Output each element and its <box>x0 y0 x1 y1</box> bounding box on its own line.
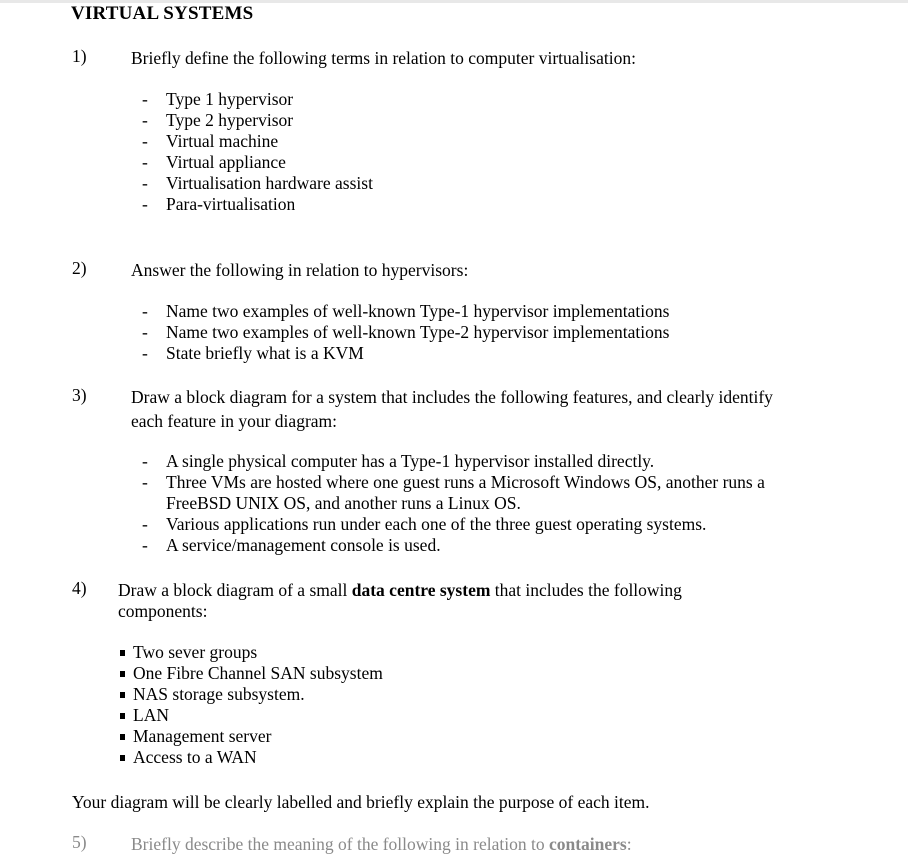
list-item <box>142 110 373 131</box>
list-item <box>142 514 765 535</box>
list-item-text: NAS storage subsystem. <box>133 684 305 704</box>
question-3-text-line1: Draw a block diagram for a system that includes the following features, and clearly identify <box>131 387 773 407</box>
question-2-text: Answer the following in relation to hypervisors: <box>131 260 469 280</box>
list-item-text: Two sever groups <box>133 642 258 662</box>
list-item <box>142 89 373 110</box>
list-item-text: Name two examples of well-known Type-2 hypervisor implementations <box>166 322 670 342</box>
question-1-list <box>142 89 373 215</box>
question-5-text-bold: containers <box>548 834 627 854</box>
dash-marker: - <box>142 301 148 321</box>
question-5-text-before: Briefly describe the meaning of the following in relation to <box>131 834 549 854</box>
list-item <box>118 642 383 663</box>
list-item-text: One Fibre Channel SAN subsystem <box>133 663 383 683</box>
dash-marker: - <box>142 451 148 471</box>
question-5-number: 5) <box>72 832 87 852</box>
list-item <box>142 451 765 472</box>
list-item-text: A single physical computer has a Type-1 hypervisor installed directly. <box>166 451 655 471</box>
dash-marker: - <box>142 343 148 363</box>
list-item-text: Type 1 hypervisor <box>166 89 294 109</box>
dash-marker: - <box>142 472 148 492</box>
dash-marker: - <box>142 173 148 193</box>
dash-marker: - <box>142 322 148 342</box>
question-1-text: Briefly define the following terms in relation to computer virtualisation: <box>131 48 636 68</box>
question-3-text-line2: each feature in your diagram: <box>131 411 338 431</box>
question-4-text-bold: data centre system <box>351 580 491 600</box>
dash-marker: - <box>142 152 148 172</box>
list-item-text: Virtualisation hardware assist <box>166 173 373 193</box>
list-item-text: State briefly what is a KVM <box>166 343 364 363</box>
list-item <box>118 663 383 684</box>
list-item <box>142 322 669 343</box>
list-item <box>142 152 373 173</box>
list-item-continuation: FreeBSD UNIX OS, and another runs a Linux OS. <box>166 493 521 513</box>
dash-marker: - <box>142 110 148 130</box>
list-item-text: Three VMs are hosted where one guest runs a Microsoft Windows OS, another runs a <box>166 472 765 492</box>
question-2-number: 2) <box>72 258 87 278</box>
list-item <box>142 301 669 322</box>
question-1-number: 1) <box>72 46 87 66</box>
question-3-list <box>142 451 765 556</box>
list-item <box>118 726 383 747</box>
square-bullet-icon <box>120 713 125 719</box>
question-4-text-line2: components: <box>118 601 208 621</box>
list-item-text: Access to a WAN <box>133 747 257 767</box>
question-3-number: 3) <box>72 385 87 405</box>
list-item-text: Virtual appliance <box>166 152 286 172</box>
dash-marker: - <box>142 194 148 214</box>
list-item-text: Name two examples of well-known Type-1 hypervisor implementations <box>166 301 670 321</box>
question-4-list <box>118 642 383 768</box>
list-item <box>118 684 383 705</box>
square-bullet-icon <box>120 692 125 698</box>
dash-marker: - <box>142 535 148 555</box>
list-item-text: Virtual machine <box>166 131 279 151</box>
list-item <box>118 705 383 726</box>
list-item-text: Management server <box>133 726 272 746</box>
list-item <box>118 747 383 768</box>
question-5-text-after: : <box>626 834 632 854</box>
list-item <box>142 194 373 215</box>
square-bullet-icon <box>120 671 125 677</box>
square-bullet-icon <box>120 734 125 740</box>
question-4-text-before: Draw a block diagram of a small <box>118 580 352 600</box>
question-5-text <box>131 832 632 856</box>
list-item <box>142 472 765 514</box>
question-2-list <box>142 301 669 364</box>
list-item-text: Type 2 hypervisor <box>166 110 294 130</box>
dash-marker: - <box>142 514 148 534</box>
list-item <box>142 343 669 364</box>
list-item-text: LAN <box>133 705 169 725</box>
list-item <box>142 131 373 152</box>
question-4-text-after: that includes the following <box>490 580 682 600</box>
list-item-text: Para-virtualisation <box>166 194 296 214</box>
list-item <box>142 535 765 556</box>
dash-marker: - <box>142 131 148 151</box>
square-bullet-icon <box>120 650 125 656</box>
list-item-text: Various applications run under each one of the three guest operating systems. <box>166 514 707 534</box>
page-title: VIRTUAL SYSTEMS <box>71 3 254 24</box>
square-bullet-icon <box>120 755 125 761</box>
question-4-number: 4) <box>72 578 87 598</box>
list-item-text: A service/management console is used. <box>166 535 441 555</box>
question-4-footer: Your diagram will be clearly labelled and briefly explain the purpose of each item. <box>72 792 650 812</box>
list-item <box>142 173 373 194</box>
dash-marker: - <box>142 89 148 109</box>
